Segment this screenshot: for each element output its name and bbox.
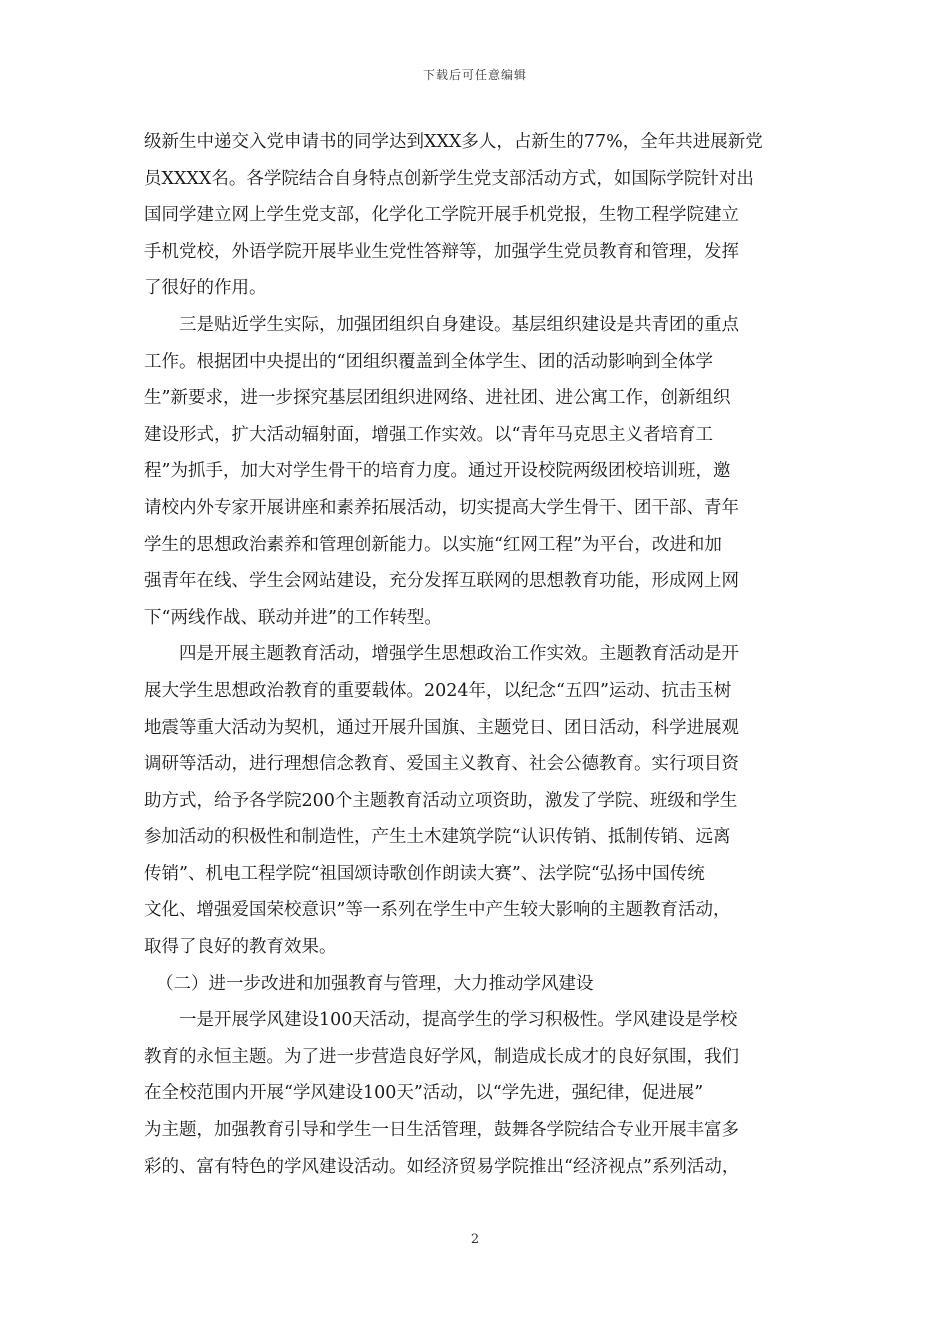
- document-body: [144, 124, 824, 1185]
- body-line: 程”为抓手，加大对学生骨干的培育力度。通过开设校院两级团校培训班，邀: [144, 461, 731, 482]
- body-line: 下“两线作战、联动并进”的工作转型。: [144, 607, 442, 628]
- body-line: 请校内外专家开展讲座和素养拓展活动，切实提高大学生骨干、团干部、青年: [144, 497, 739, 518]
- body-line: 参加活动的积极性和制造性，产生土木建筑学院“认识传销、抵制传销、远离: [144, 827, 731, 848]
- body-line: 工作。根据团中央提出的“团组织覆盖到全体学生、团的活动影响到全体学: [144, 351, 713, 372]
- body-line: 展大学生思想政治教育的重要载体。2024年，以纪念“五四”运动、抗击玉树: [144, 680, 732, 701]
- body-line: 调研等活动，进行理想信念教育、爱国主义教育、社会公德教育。实行项目资: [144, 754, 739, 775]
- body-line: 取得了良好的教育效果。: [144, 937, 337, 958]
- body-line: 强青年在线、学生会网站建设，充分发挥互联网的思想教育功能，形成网上网: [144, 571, 739, 592]
- body-line: 助方式，给予各学院200个主题教育活动立项资助，激发了学院、班级和学生: [144, 790, 738, 811]
- body-line: 生”新要求，进一步探究基层团组织进网络、进社团、进公寓工作，创新组织: [144, 388, 731, 409]
- body-line: 在全校范围内开展“学风建设100天”活动，以“学先进，强纪律，促进展”: [144, 1083, 704, 1104]
- body-line: 员XXXX名。各学院结合自身特点创新学生党支部活动方式，如国际学院针对出: [144, 168, 754, 189]
- page-header: 下载后可任意编辑: [422, 68, 527, 82]
- body-line: 级新生中递交入党申请书的同学达到XXX多人，占新生的77%，全年共进展新党: [144, 132, 763, 152]
- body-line: 了很好的作用。: [144, 278, 267, 299]
- paragraph-first-line: 三是贴近学生实际，加强团组织自身建设。基层组织建设是共青团的重点: [179, 314, 739, 335]
- body-line: 国同学建立网上学生党支部，化学化工学院开展手机党报，生物工程学院建立: [144, 205, 739, 226]
- body-line: 为主题，加强教育引导和学生一日生活管理，鼓舞各学院结合专业开展丰富多: [144, 1120, 739, 1141]
- paragraph-first-line: 一是开展学风建设100天活动，提高学生的学习积极性。学风建设是学校: [179, 1010, 738, 1031]
- body-line: 手机党校，外语学院开展毕业生党性答辩等，加强学生党员教育和管理，发挥: [144, 241, 739, 262]
- page-number: 2: [470, 1232, 480, 1247]
- body-line: 教育的永恒主题。为了进一步营造良好学风，制造成长成才的良好氛围，我们: [144, 1046, 739, 1067]
- body-line: 文化、增强爱国荣校意识”等一系列在学生中产生较大影响的主题教育活动，: [144, 900, 731, 921]
- body-line: 传销”、机电工程学院“祖国颂诗歌创作朗读大赛”、法学院“弘扬中国传统: [144, 863, 705, 884]
- paragraph-first-line: 四是开展主题教育活动，增强学生思想政治工作实效。主题教育活动是开: [179, 644, 739, 665]
- section-heading: （二）进一步改进和加强教育与管理，大力推动学风建设: [156, 973, 594, 994]
- body-line: 地震等重大活动为契机，通过开展升国旗、主题党日、团日活动，科学进展观: [144, 717, 739, 738]
- body-line: 彩的、富有特色的学风建设活动。如经济贸易学院推出“经济视点”系列活动，: [144, 1156, 740, 1177]
- body-line: 建设形式，扩大活动辐射面，增强工作实效。以“青年马克思主义者培育工: [144, 424, 713, 445]
- body-line: 学生的思想政治素养和管理创新能力。以实施“红网工程”为平台，改进和加: [144, 534, 722, 555]
